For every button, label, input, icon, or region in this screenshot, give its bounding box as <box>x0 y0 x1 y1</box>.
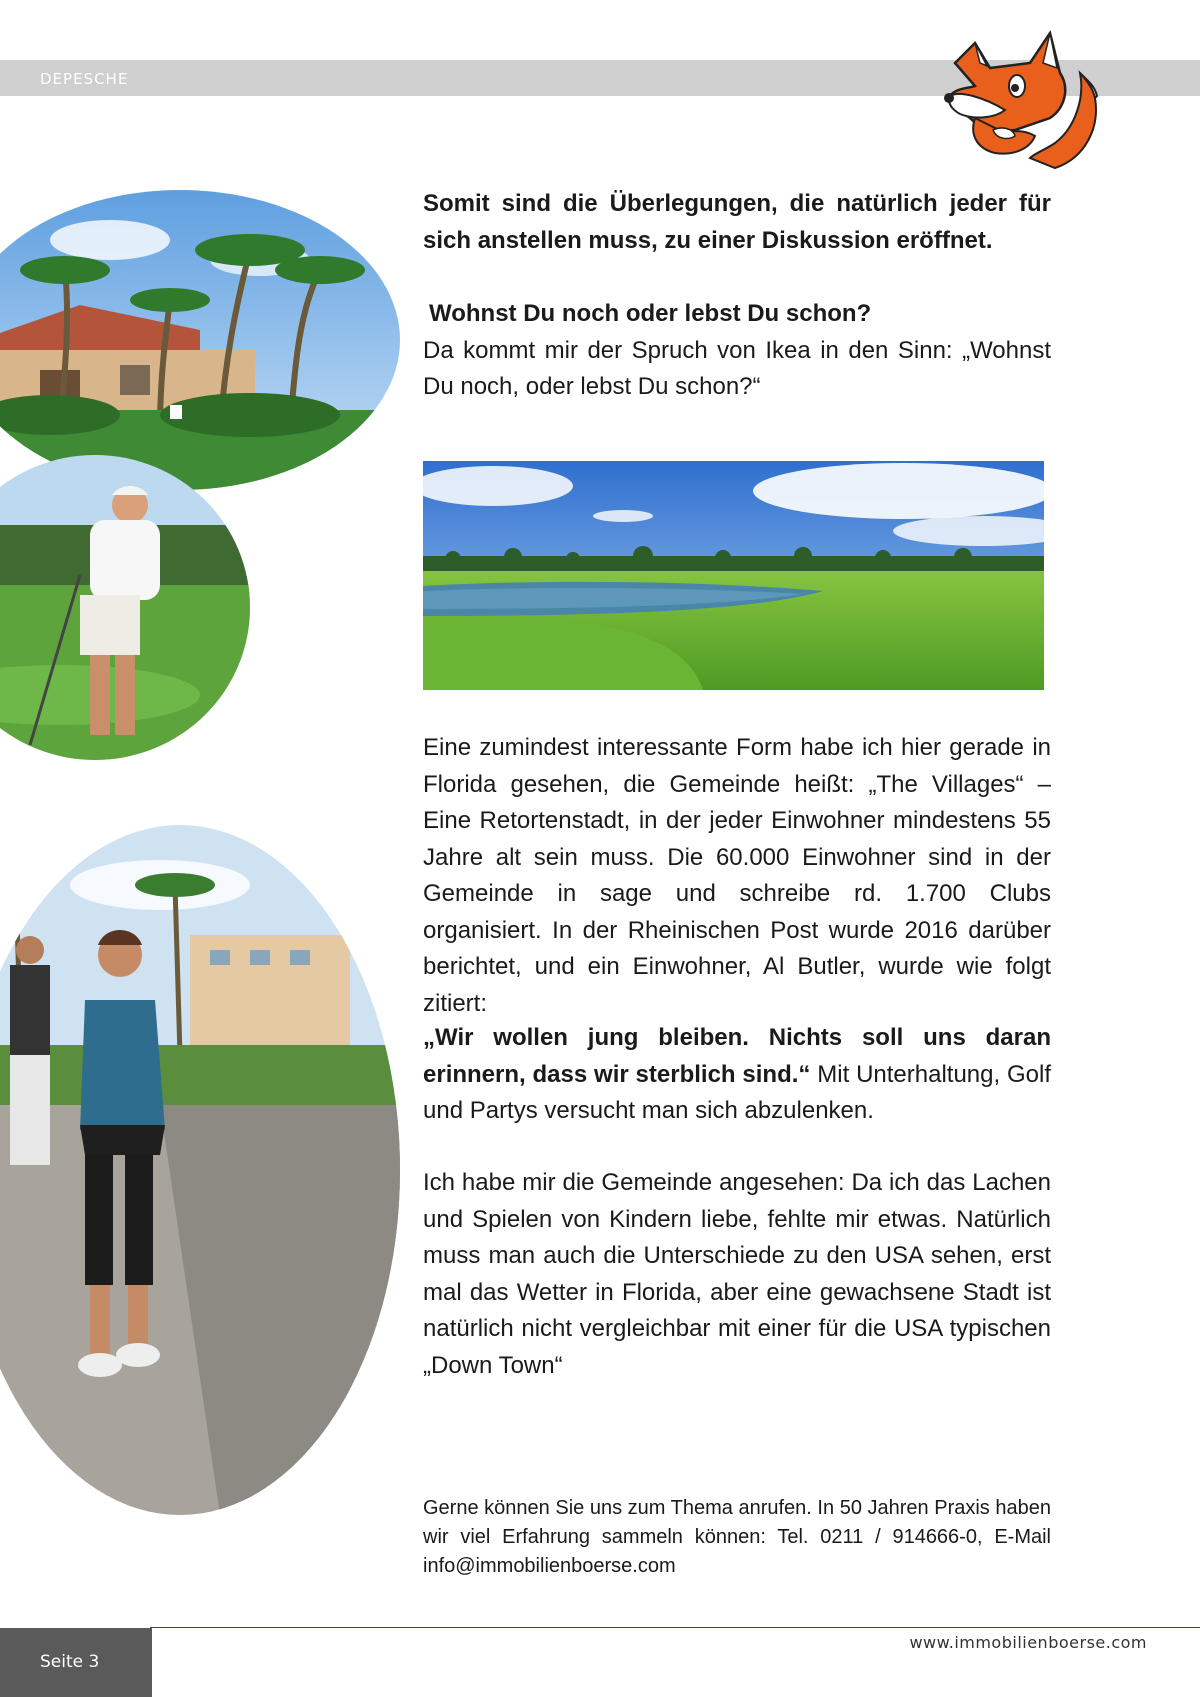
quote-text: „Wir wollen jung bleiben. Nichts soll uns daran erinnern, dass wir sterblich sind.“ <box>423 1024 1051 1088</box>
photo-golfer <box>0 455 250 760</box>
website-link[interactable]: www.immobilienboerse.com <box>909 1633 1147 1652</box>
intro-text: Somit sind die Überlegungen, die natürlich jeder für sich anstellen muss, zu einer Diskussion eröffnet. <box>423 190 1051 254</box>
body-text-2: Ich habe mir die Gemeinde angesehen: Da ich das Lachen und Spielen von Kindern liebe, fehlte mir etwas. Natürlich muss man auch die Unterschiede zu den USA sehen, erst mal das Wetter in Florida, aber eine gewachsene Stadt ist natürlich nicht vergleichbar mit einer für die USA typischen „Down Town“ <box>423 1169 1051 1379</box>
footer-divider <box>150 1627 1200 1628</box>
intro-block <box>423 186 1051 259</box>
question-heading: Wohnst Du noch oder lebst Du schon? <box>429 300 872 327</box>
section-label: DEPESCHE <box>40 70 129 88</box>
photo-palm-houses <box>0 190 400 490</box>
body-paragraph-1 <box>423 730 1051 1022</box>
quote-followup: Mit Unterhaltung, Golf und Partys versucht man sich abzulenken. <box>423 1060 1052 1124</box>
question-text: Da kommt mir der Spruch von Ikea in den Sinn: „Wohnst Du noch, oder lebst Du schon?“ <box>423 336 1051 400</box>
contact-note: Gerne können Sie uns zum Thema anrufen. In 50 Jahren Praxis haben wir viel Erfahrung sammeln können: Tel. 0211 / 914666-0, E-Mail info@immobilienboerse.com <box>423 1497 1051 1577</box>
fox-mascot-icon <box>935 18 1110 178</box>
photo-runner <box>0 825 400 1515</box>
photo-golf-course <box>423 461 1044 690</box>
body-paragraph-2 <box>423 1165 1051 1384</box>
quote-block <box>423 1020 1051 1130</box>
question-block <box>423 296 1051 406</box>
page-number: Seite 3 <box>40 1652 100 1672</box>
body-text-1: Eine zumindest interessante Form habe ich hier gerade in Florida gesehen, die Gemeinde heißt: „The Villages“ – Eine Retortenstadt, in der jeder Einwohner mindestens 55 Jahre alt sein muss. Die 60.000 Einwohner sind in der Gemeinde in sage und schreibe rd. 1.700 Clubs organisiert. In der Rheinischen Post wurde 2016 darüber berichtet, und ein Einwohner, Al Butler, wurde wie folgt zitiert: <box>423 734 1051 1017</box>
